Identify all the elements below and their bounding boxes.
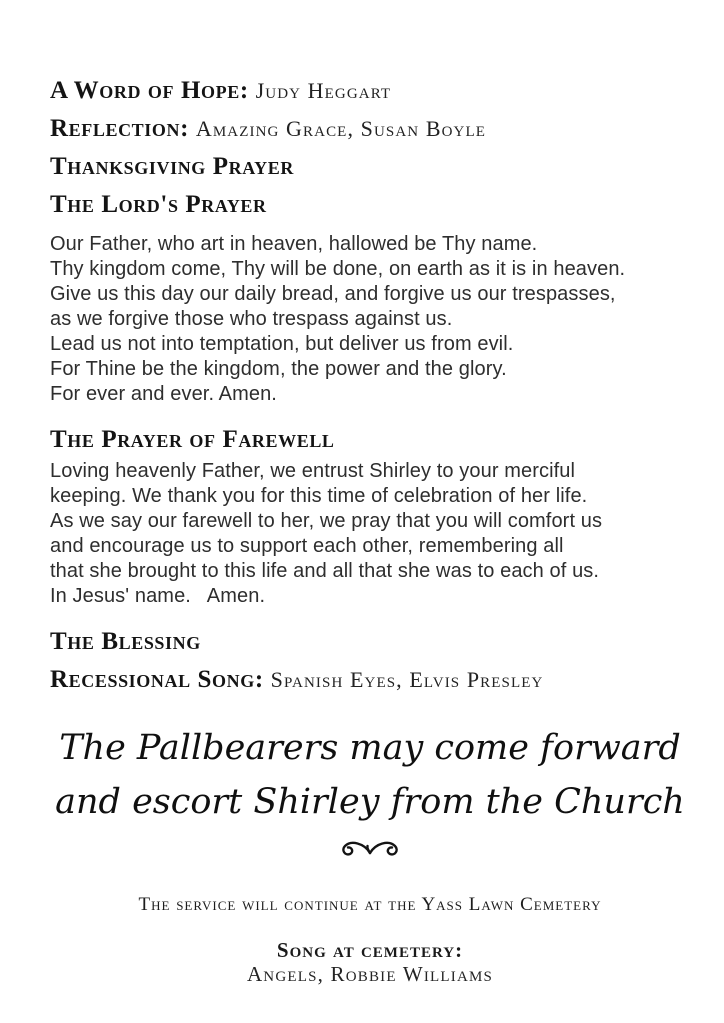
fleuron-ornament-icon [50, 837, 690, 868]
heading-reflection-detail: Amazing Grace, Susan Boyle [195, 116, 486, 141]
heading-reflection [50, 110, 690, 148]
text-line: Lead us not into temptation, but deliver us from evil. [50, 333, 514, 355]
heading-word-of-hope-label: A Word of Hope: [50, 77, 249, 104]
text-line: For ever and ever. Amen. [50, 383, 277, 405]
text-line: that she brought to this life and all that she was to each of us. [50, 560, 600, 582]
text-line: Loving heavenly Father, we entrust Shirley to your merciful [50, 460, 576, 482]
heading-word-of-hope [50, 72, 690, 110]
heading-recessional-song-detail: Spanish Eyes, Elvis Presley [270, 667, 544, 692]
pallbearers-note-line2: and escort Shirley from the Church [55, 782, 685, 822]
heading-recessional-song [50, 661, 690, 699]
heading-blessing [50, 623, 690, 661]
heading-prayer-of-farewell [50, 421, 690, 459]
heading-lords-prayer-label: The Lord's Prayer [50, 191, 267, 218]
heading-recessional-song-label: Recessional Song: [50, 666, 264, 693]
text-line: Give us this day our daily bread, and forgive us our trespasses, [50, 283, 616, 305]
text-line: As we say our farewell to her, we pray that you will comfort us [50, 510, 603, 532]
heading-blessing-label: The Blessing [50, 628, 201, 655]
lords-prayer-text [50, 232, 690, 407]
text-line: and encourage us to support each other, remembering all [50, 535, 564, 557]
heading-thanksgiving-prayer [50, 148, 690, 186]
heading-lords-prayer [50, 186, 690, 224]
heading-prayer-of-farewell-label: The Prayer of Farewell [50, 426, 335, 453]
text-line: For Thine be the kingdom, the power and the glory. [50, 358, 507, 380]
cemetery-song [50, 938, 690, 986]
text-line: In Jesus' name. Amen. [50, 585, 266, 607]
text-line: keeping. We thank you for this time of celebration of her life. [50, 485, 588, 507]
pallbearers-note [50, 721, 690, 829]
heading-reflection-label: Reflection: [50, 115, 190, 142]
heading-word-of-hope-detail: Judy Heggart [255, 78, 392, 103]
cemetery-continuation-note: The service will continue at the Yass Lawn Cemetery [138, 894, 602, 915]
closing-headings [50, 623, 690, 699]
text-line: Thy kingdom come, Thy will be done, on earth as it is in heaven. [50, 258, 626, 280]
farewell-prayer-text [50, 459, 690, 609]
text-line: Our Father, who art in heaven, hallowed be Thy name. [50, 233, 538, 255]
cemetery-song-title: Angels, Robbie Williams [246, 962, 494, 986]
pallbearers-note-line1: The Pallbearers may come forward [59, 728, 681, 768]
text-line: as we forgive those who trespass against us. [50, 308, 453, 330]
heading-thanksgiving-prayer-label: Thanksgiving Prayer [50, 153, 294, 180]
cemetery-song-label: Song at cemetery: [276, 938, 464, 962]
